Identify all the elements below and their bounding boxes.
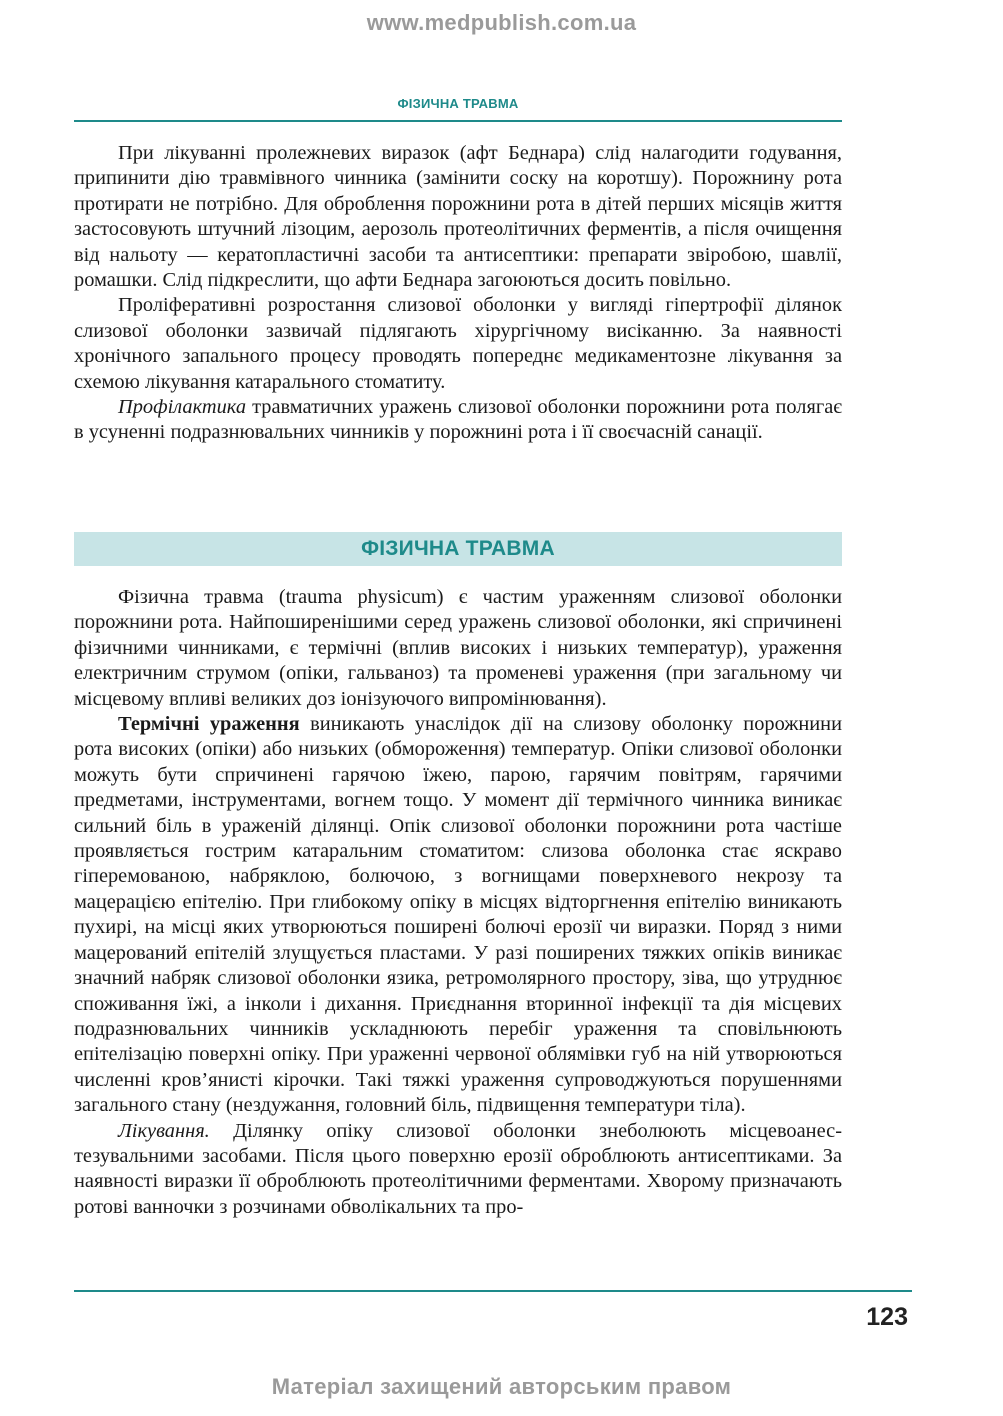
section-2-body xyxy=(74,585,842,1220)
paragraph-text: травматичних уражень слизової оболонки порожнини рота полягає в усуненні подразнювальних чинників у порожнині рота і її своєчасній санації. xyxy=(74,396,842,444)
paragraph: При лікуванні пролежневих виразок (афт Беднара) слід налагодити годування, припинити дію травмівного чинника (замінити соску на коротшу). Порожнину рота протирати не потрібно. Для оброблення порожнини рота в дітей перших місяців життя застосовують штучний лізоцим, аерозоль протеолітичних ферментів, а після очищення від нальоту — кератопластичні засоби та антисептики: препарати звіробою, шавлії, ромашки. Слід підкреслити, що афти Беднара загоюються досить повільно. xyxy=(74,142,842,292)
paragraph-text: Ділянку опіку слизової оболонки знеболюють місцевоанестезувальними засобами. Після цього поверхню ерозії оброблюють антисептиками. За наявності виразки її оброблюють протеолітичними ферментами. Хворому призначають ротові ванночки з розчинами обволікальних та про- xyxy=(74,1119,842,1218)
section-1-body xyxy=(74,141,842,446)
section-title: ФІЗИЧНА ТРАВМА xyxy=(361,537,555,560)
italic-lead: Лікування. xyxy=(118,1119,210,1142)
bold-lead: Термічні ураження xyxy=(118,713,300,736)
paragraph-text: Проліферативні розростання слизової оболонки у вигляді гіпертрофії ділянок слизової оболонки зазвичай підлягають хірургічному висіканню. За наявності хронічного запального процесу проводять попереднє медикаментозне лікування за схемою лікування катарального стоматиту. xyxy=(74,294,842,393)
paragraph xyxy=(74,712,842,1119)
paragraph xyxy=(74,1119,842,1221)
watermark-url: www.medpublish.com.ua xyxy=(366,10,637,35)
running-head: ФІЗИЧНА ТРАВМА xyxy=(397,96,519,111)
paragraph: Фізична травма (trauma physicum) є частим ураженням слизової оболонки порожнини рота. Найпоширенішими серед уражень слизової оболонки, які спричинені фізичними чинниками, є термічні (вплив високих і низьких температур), ураження електричним струмом (опіки, гальваноз) та променеві ураження (при загальному чи місцевому впливі великих доз іонізуючого випромінювання). xyxy=(74,586,842,710)
paragraph-text: виникають унаслідок дії на слизову оболонку порожнини рота високих (опіки) або низьких (обмороження) температур. Опіки слизової оболонки можуть бути спричинені гарячою їжею, парою, гарячим повітрям, гарячими предметами, інструментами, вогнем тощо. У момент дії термічного чинника виникає сильний біль в ураженій ділянці. Опік слизової оболонки порожнини рота частіше проявляється гострим катаральним стоматитом: слизова оболонка стає яскраво гіперемованою, набряклою, болючою, з вогнищами поверхневого некрозу та мацерацією епітелію. При глибокому опіку в місцях відторгнення епітелію виникають пухирі, на місці яких утворюються поширені болючі ерозії чи виразки. Поряд з ними мацерований епітелій злущується пластами. У разі поширених тяжких опіків виникає значний набряк слизової оболонки язика, ретромолярного простору, зіва, що утруднює споживання їжі, а інколи і дихання. Приєднання вторинної інфекції та дія місцевих подразнювальних чинників ускладнюють перебіг ураження та сповільнюють епітелізацію поверхні опіку. При ураженні червоної облямівки губ на ній утворюються численні кров’янисті кірочки. Такі тяжкі ураження супроводжуються порушеннями загального стану (нездужання, головний біль, підвищення температури тіла). xyxy=(74,713,843,1117)
footer-rule xyxy=(74,1290,912,1292)
page-number: 123 xyxy=(866,1303,908,1331)
paragraph xyxy=(74,293,842,395)
header-rule xyxy=(74,120,842,122)
paragraph xyxy=(74,395,842,446)
copyright-watermark: Матеріал захищений авторським правом xyxy=(271,1374,732,1399)
section-banner xyxy=(74,532,842,566)
italic-lead: Профілактика xyxy=(118,396,247,419)
